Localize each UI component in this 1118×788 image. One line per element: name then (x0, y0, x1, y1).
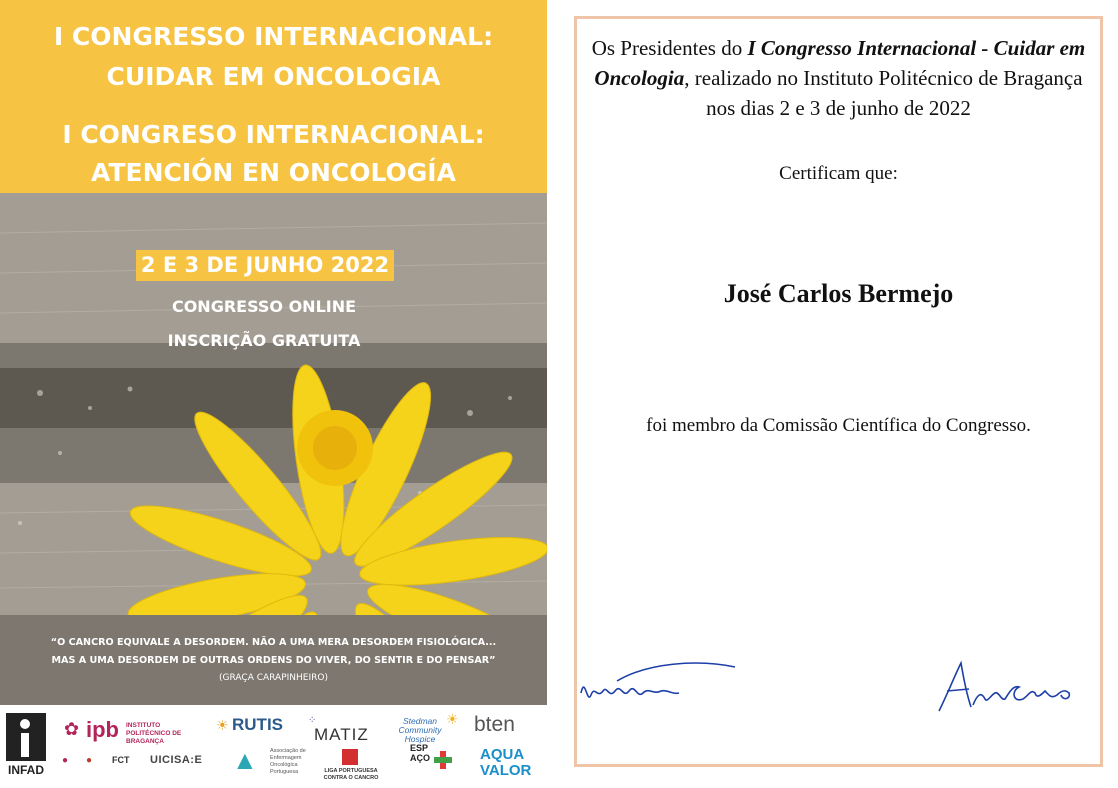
stedman-sun-icon: ☀ (446, 711, 459, 727)
quote-line-1: “O CANCRO EQUIVALE A DESORDEM. NÃO A UMA MERA DESORDEM FISIOLÓGICA... (50, 637, 497, 648)
uicisa-label: UICISA:E (150, 754, 203, 766)
lpcc-label: LIGA PORTUGUESA CONTRA O CANCRO (323, 768, 379, 781)
poster-title-pt-line1: I CONGRESSO INTERNACIONAL: (53, 22, 494, 51)
bten-label: bten (474, 713, 515, 736)
lpcc-logo (322, 749, 382, 785)
espaco-plus-icon (434, 751, 452, 769)
free-registration: INSCRIÇÃO GRATUITA (167, 331, 361, 350)
fct-label: FCT (112, 755, 130, 765)
certify-label: Certificam que: (779, 163, 898, 184)
aeop-triangle-icon: ▲ (232, 745, 258, 775)
recipient-role: foi membro da Comissão Científica do Congresso. (646, 415, 1031, 436)
rutis-label: RUTIS (232, 715, 283, 734)
stedman-logo (386, 711, 466, 745)
rutis-sun-icon: ☀ (216, 717, 229, 733)
intro-post: , realizado no Instituto Politécnico de Bragança nos dias 2 e 3 de junho de 2022 (684, 66, 1083, 120)
congress-date: 2 E 3 DE JUNHO 2022 (140, 253, 390, 277)
espaco-logo (410, 743, 454, 785)
intro-congress-name: I Congresso Internacional - Cuidar em Oncologia (594, 36, 1086, 90)
matiz-label: MATIZ (314, 725, 369, 744)
aquavalor-line-1: AQUA (480, 746, 525, 763)
infad-label: INFAD (8, 763, 44, 777)
lpcc-cross-icon (342, 749, 358, 765)
stedman-label: Stedman Community Hospice (398, 716, 442, 744)
ipb-name: INSTITUTO POLITÉCNICO DE BRAGANÇA (126, 722, 182, 745)
aeop-label: Associação de Enfermagem Oncológica Portuguesa (270, 748, 306, 775)
signature-left (577, 655, 747, 715)
ipb-flower-icon: ✿ (64, 719, 80, 739)
aquavalor-logo (480, 747, 536, 785)
certificate-intro (577, 33, 1100, 123)
poster-title-es-line2: ATENCIÓN EN ONCOLOGÍA (91, 158, 456, 187)
poster-title-es-line1: I CONGRESO INTERNACIONAL: (62, 120, 485, 149)
infad-logo (4, 711, 48, 783)
intro-pre: Os Presidentes do (591, 36, 748, 60)
ipb-label: ipb (86, 717, 119, 742)
quote-author: (GRAÇA CARAPINHEIRO) (219, 673, 328, 683)
certificate-panel (574, 16, 1103, 767)
sponsor-logos (0, 705, 547, 788)
small-logo-1-icon: ● (62, 755, 69, 766)
congress-poster (0, 0, 547, 788)
rutis-logo (216, 715, 286, 741)
matiz-logo (308, 715, 372, 745)
recipient-name: José Carlos Bermejo (723, 279, 954, 308)
matiz-dots-icon: ⁘ (308, 715, 317, 726)
bten-logo (474, 713, 534, 739)
small-logo-2-icon: ● (86, 755, 93, 766)
signature-right (933, 655, 1083, 721)
ipb-logo (64, 717, 204, 747)
poster-title-pt-line2: CUIDAR EM ONCOLOGIA (106, 62, 441, 91)
quote-line-2: MAS A UMA DESORDEM DE OUTRAS ORDENS DO VIVER, DO SENTIR E DO PENSAR” (51, 655, 496, 666)
congress-online: CONGRESSO ONLINE (171, 297, 357, 316)
espaco-label: ESPAÇO (410, 743, 430, 763)
aquavalor-line-2: VALOR (480, 762, 532, 779)
small-logos-row (62, 755, 212, 771)
aeop-logo (232, 745, 322, 785)
